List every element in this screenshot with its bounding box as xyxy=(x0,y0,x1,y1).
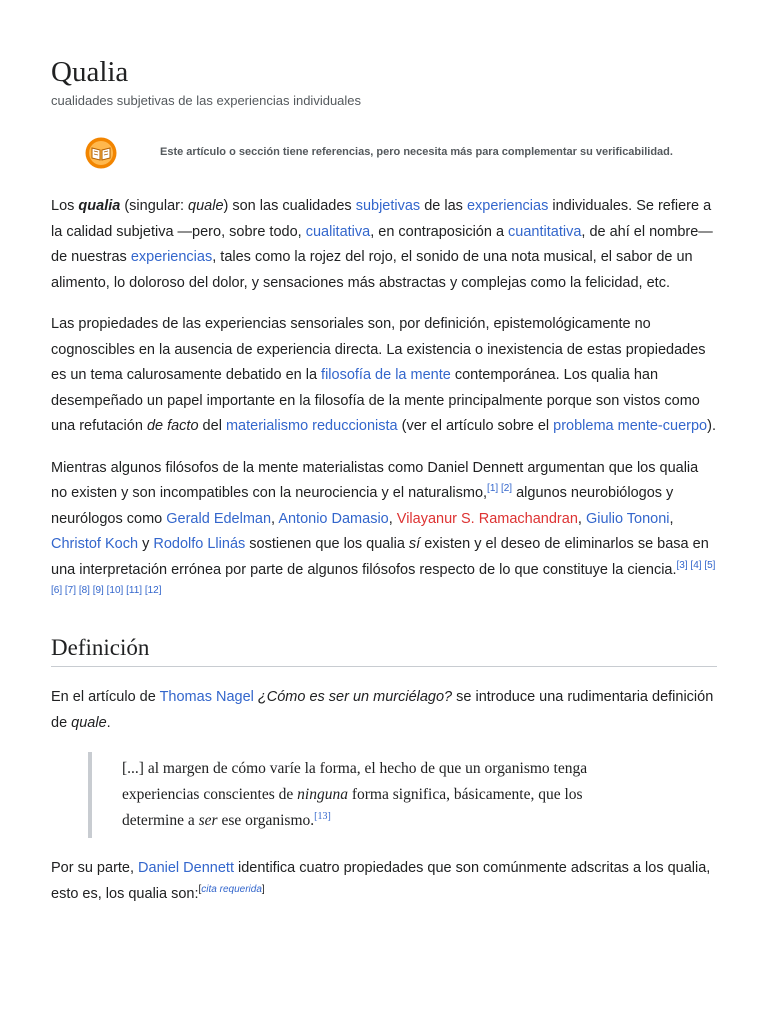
link-antonio-damasio[interactable]: Antonio Damasio xyxy=(278,510,389,527)
citation-needed-link[interactable]: cita requerida xyxy=(201,883,262,895)
link-thomas-nagel[interactable]: Thomas Nagel xyxy=(159,689,254,705)
ref-link-6[interactable]: [6] xyxy=(51,585,63,597)
link-rodolfo-llinas[interactable]: Rodolfo Llinás xyxy=(153,536,246,552)
ref-link-12[interactable]: [12] xyxy=(144,585,162,597)
link-experiencias-2[interactable]: experiencias xyxy=(130,249,213,265)
reference-sup xyxy=(314,811,331,822)
paragraph-dennett: Por su parte, Daniel Dennett identifica cuatro propiedades que son comúnmente adscritas a los qualia, esto es, los qualia son:[cita requerida] xyxy=(51,860,711,902)
ref-link-13[interactable]: [13] xyxy=(314,810,331,822)
page-subtitle: cualidades subjetivas de las experiencias individuales xyxy=(51,93,362,108)
link-problema-mente-cuerpo[interactable]: problema mente-cuerpo xyxy=(553,418,708,434)
ref-link-3[interactable]: [3] xyxy=(676,559,688,571)
ref-link-7[interactable]: [7] xyxy=(64,585,77,597)
references-notice xyxy=(51,132,717,176)
ref-link-11[interactable]: [11] xyxy=(126,585,143,597)
link-gerald-edelman[interactable]: Gerald Edelman xyxy=(166,510,272,527)
ref-link-5[interactable]: [5] xyxy=(704,559,716,571)
ref-link-8[interactable]: [8] xyxy=(78,585,90,597)
link-subjetivas[interactable]: subjetivas xyxy=(355,198,421,214)
link-vilayanur-ramachandran[interactable]: Vilayanur S. Ramachandran xyxy=(396,510,578,527)
paragraph-propiedades: Las propiedades de las experiencias sensoriales son, por definición, epistemológicamente no cognoscibles en la ausencia de experiencia directa. La existencia o inexistencia de estas propiedades es un tema calurosamente debatido en la filosofía de la mente contemporánea. Los qualia han desempeñado un papel importante en la filosofía de la mente principalmente porque son vistos como una refutación de facto del materialismo reduccionista (ver el artículo sobre el problema mente-cuerpo). xyxy=(51,316,716,434)
work-title: ¿Cómo es ser un murciélago? xyxy=(257,689,453,705)
citation-needed: [cita requerida] xyxy=(198,883,265,895)
link-cuantitativa[interactable]: cuantitativa xyxy=(508,223,582,240)
ref-link-10[interactable]: [10] xyxy=(106,585,124,597)
link-filosofia-de-la-mente[interactable]: filosofía de la mente xyxy=(321,367,451,383)
link-christof-koch[interactable]: Christof Koch xyxy=(51,536,139,552)
ref-link-2[interactable]: [2] xyxy=(500,483,513,495)
book-icon xyxy=(84,136,118,170)
link-experiencias[interactable]: experiencias xyxy=(466,198,549,214)
page-title: Qualia xyxy=(51,56,129,88)
link-cualitativa[interactable]: cualitativa xyxy=(305,223,371,240)
paragraph-intro: Los qualia (singular: quale) son las cualidades subjetivas de las experiencias individuales. Se refiere a la calidad subjetiva —pero, sobre todo, cualitativa, en contraposición a cuantitativa, de ahí el nombre— de nuestras experiencias, tales como la rojez del rojo, el sonido de una nota musical, el sabor de un alimento, lo doloroso del dolor, y sensaciones más abstractas y complejas como la felicidad, etc. xyxy=(51,198,713,291)
link-materialismo-reduccionista[interactable]: materialismo reduccionista xyxy=(225,418,398,434)
ref-link-1[interactable]: [1] xyxy=(487,483,499,495)
reference-sup xyxy=(487,483,512,494)
ref-link-9[interactable]: [9] xyxy=(92,585,104,597)
paragraph-debate: Mientras algunos filósofos de la mente materialistas como Daniel Dennett argumentan que los qualia no existen y son incompatibles con la neurociencia y el naturalismo,[1] [2] algunos neurobiólogos y neurólogos como Gerald Edelman, Antonio Damasio, Vilayanur S. Ramachandran, Giulio Tononi, Christof Koch y Rodolfo Llinás sostienen que los qualia sí existen y el deseo de eliminarlos se basa en una interpretación errónea por parte de algunos filósofos respecto de lo que constituye la ciencia.[3] [4] [5] [6] [7] [8] [9] [10] [11] [12] xyxy=(51,459,716,597)
nagel-quote: [...] al margen de cómo varíe la forma, el hecho de que un organismo tenga experiencias conscientes de ninguna forma significa, básicamente, que los determine a ser ese organismo.[13] xyxy=(88,752,642,838)
link-giulio-tononi[interactable]: Giulio Tononi xyxy=(585,510,670,527)
article-body xyxy=(51,194,717,923)
paragraph-nagel: En el artículo de Thomas Nagel ¿Cómo es ser un murciélago? se introduce una rudimentaria definición de quale. xyxy=(51,689,714,731)
notice-text: Este artículo o sección tiene referencias, pero necesita más para complementar su verificabilidad. xyxy=(160,146,673,158)
term-qualia: qualia xyxy=(78,198,121,214)
ref-link-4[interactable]: [4] xyxy=(690,559,702,571)
section-heading-definicion: Definición xyxy=(51,635,717,668)
link-daniel-dennett[interactable]: Daniel Dennett xyxy=(138,860,234,876)
